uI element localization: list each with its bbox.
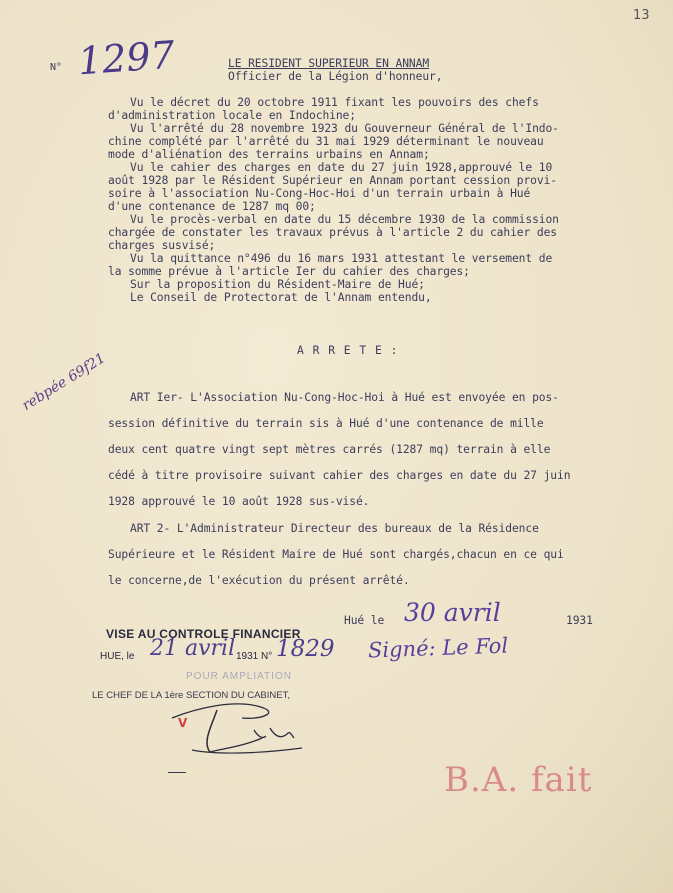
preamble-line: Le Conseil de Protectorat de l'Annam entendu, xyxy=(130,291,432,304)
preamble-line: Sur la proposition du Résident-Maire de Hué; xyxy=(130,278,425,291)
preamble-line: Vu le décret du 20 octobre 1911 fixant les pouvoirs des chefs xyxy=(130,96,539,109)
article-line: cédé à titre provisoire suivant cahier des charges en date du 27 juin xyxy=(108,469,571,482)
signed-note: Signé: Le Fol xyxy=(367,633,509,663)
preamble-line: charges susvisé; xyxy=(108,239,216,252)
preamble-line: d'administration locale en Indochine; xyxy=(108,109,356,122)
preamble-line: la somme prévue à l'article Ier du cahier des charges; xyxy=(108,265,470,278)
date-handwritten-day: 30 avril xyxy=(404,598,501,627)
preamble-line: Vu la quittance n°496 du 16 mars 1931 attestant le versement de xyxy=(130,252,553,265)
handwritten-number: 1297 xyxy=(76,32,177,84)
preamble-line: Vu le procès-verbal en date du 15 décembre 1930 de la commission xyxy=(130,213,559,226)
article-line: deux cent quatre vingt sept mètres carrés (1287 mq) terrain à elle xyxy=(108,443,551,456)
short-dash xyxy=(168,772,186,773)
article-line: Supérieure et le Résident Maire de Hué sont chargés,chacun en ce qui xyxy=(108,548,564,561)
article-line: 1928 approuvé le 10 août 1928 sus-visé. xyxy=(108,495,370,508)
date-year: 1931 xyxy=(566,614,593,627)
date-place: Hué le xyxy=(344,614,385,627)
visa-no-prefix: N° xyxy=(261,651,273,662)
pour-ampliation: POUR AMPLIATION xyxy=(186,671,292,682)
visa-handwritten-no: 1829 xyxy=(276,636,335,662)
preamble-line: Vu l'arrêté du 28 novembre 1923 du Gouverneur Général de l'Indo- xyxy=(130,122,559,135)
visa-hue-prefix: HUE, le xyxy=(100,651,135,662)
preamble-line: chargée de constater les travaux prévus à l'article 2 du cahier des xyxy=(108,226,557,239)
preamble-line: d'une contenance de 1287 mq 00; xyxy=(108,200,316,213)
visa-year: 1931 xyxy=(236,651,259,662)
article-line: session définitive du terrain sis à Hué d'une contenance de mille xyxy=(108,417,544,430)
visa-handwritten-date: 21 avril xyxy=(150,636,236,661)
preamble-line: chine complété par l'arrêté du 31 mai 1929 déterminant le nouveau xyxy=(108,135,544,148)
page-number: 13 xyxy=(633,8,650,23)
article-line: le concerne,de l'exécution du présent arrêté. xyxy=(108,574,410,587)
header-subtitle: Officier de la Légion d'honneur, xyxy=(228,70,443,83)
chef-section-line: LE CHEF DE LA 1ère SECTION DU CABINET, xyxy=(92,690,290,701)
preamble-line: soire à l'association Nu-Cong-Hoc-Hoi d'un terrain urbain à Hué xyxy=(108,187,531,200)
v-mark: V xyxy=(178,716,188,730)
preamble-line: mode d'aliénation des terrains urbains en Annam; xyxy=(108,148,430,161)
article-line: ART 2- L'Administrateur Directeur des bureaux de la Résidence xyxy=(130,522,539,535)
visa-stamp-title: VISE AU CONTROLE FINANCIER xyxy=(106,627,301,641)
article-line: ART Ier- L'Association Nu-Cong-Hoc-Hoi à Hué est envoyée en pos- xyxy=(130,391,559,404)
header-title: LE RESIDENT SUPERIEUR EN ANNAM xyxy=(228,57,430,70)
preamble-line: août 1928 par le Résident Supérieur en Annam portant cession provi- xyxy=(108,174,557,187)
margin-note: rebpée 69f21 xyxy=(19,350,109,414)
ba-fait-note: B.A. fait xyxy=(444,760,593,800)
number-prefix: N° xyxy=(50,62,62,73)
arrete-title: A R R E T E : xyxy=(297,344,399,357)
preamble-line: Vu le cahier des charges en date du 27 juin 1928,approuvé le 10 xyxy=(130,161,553,174)
